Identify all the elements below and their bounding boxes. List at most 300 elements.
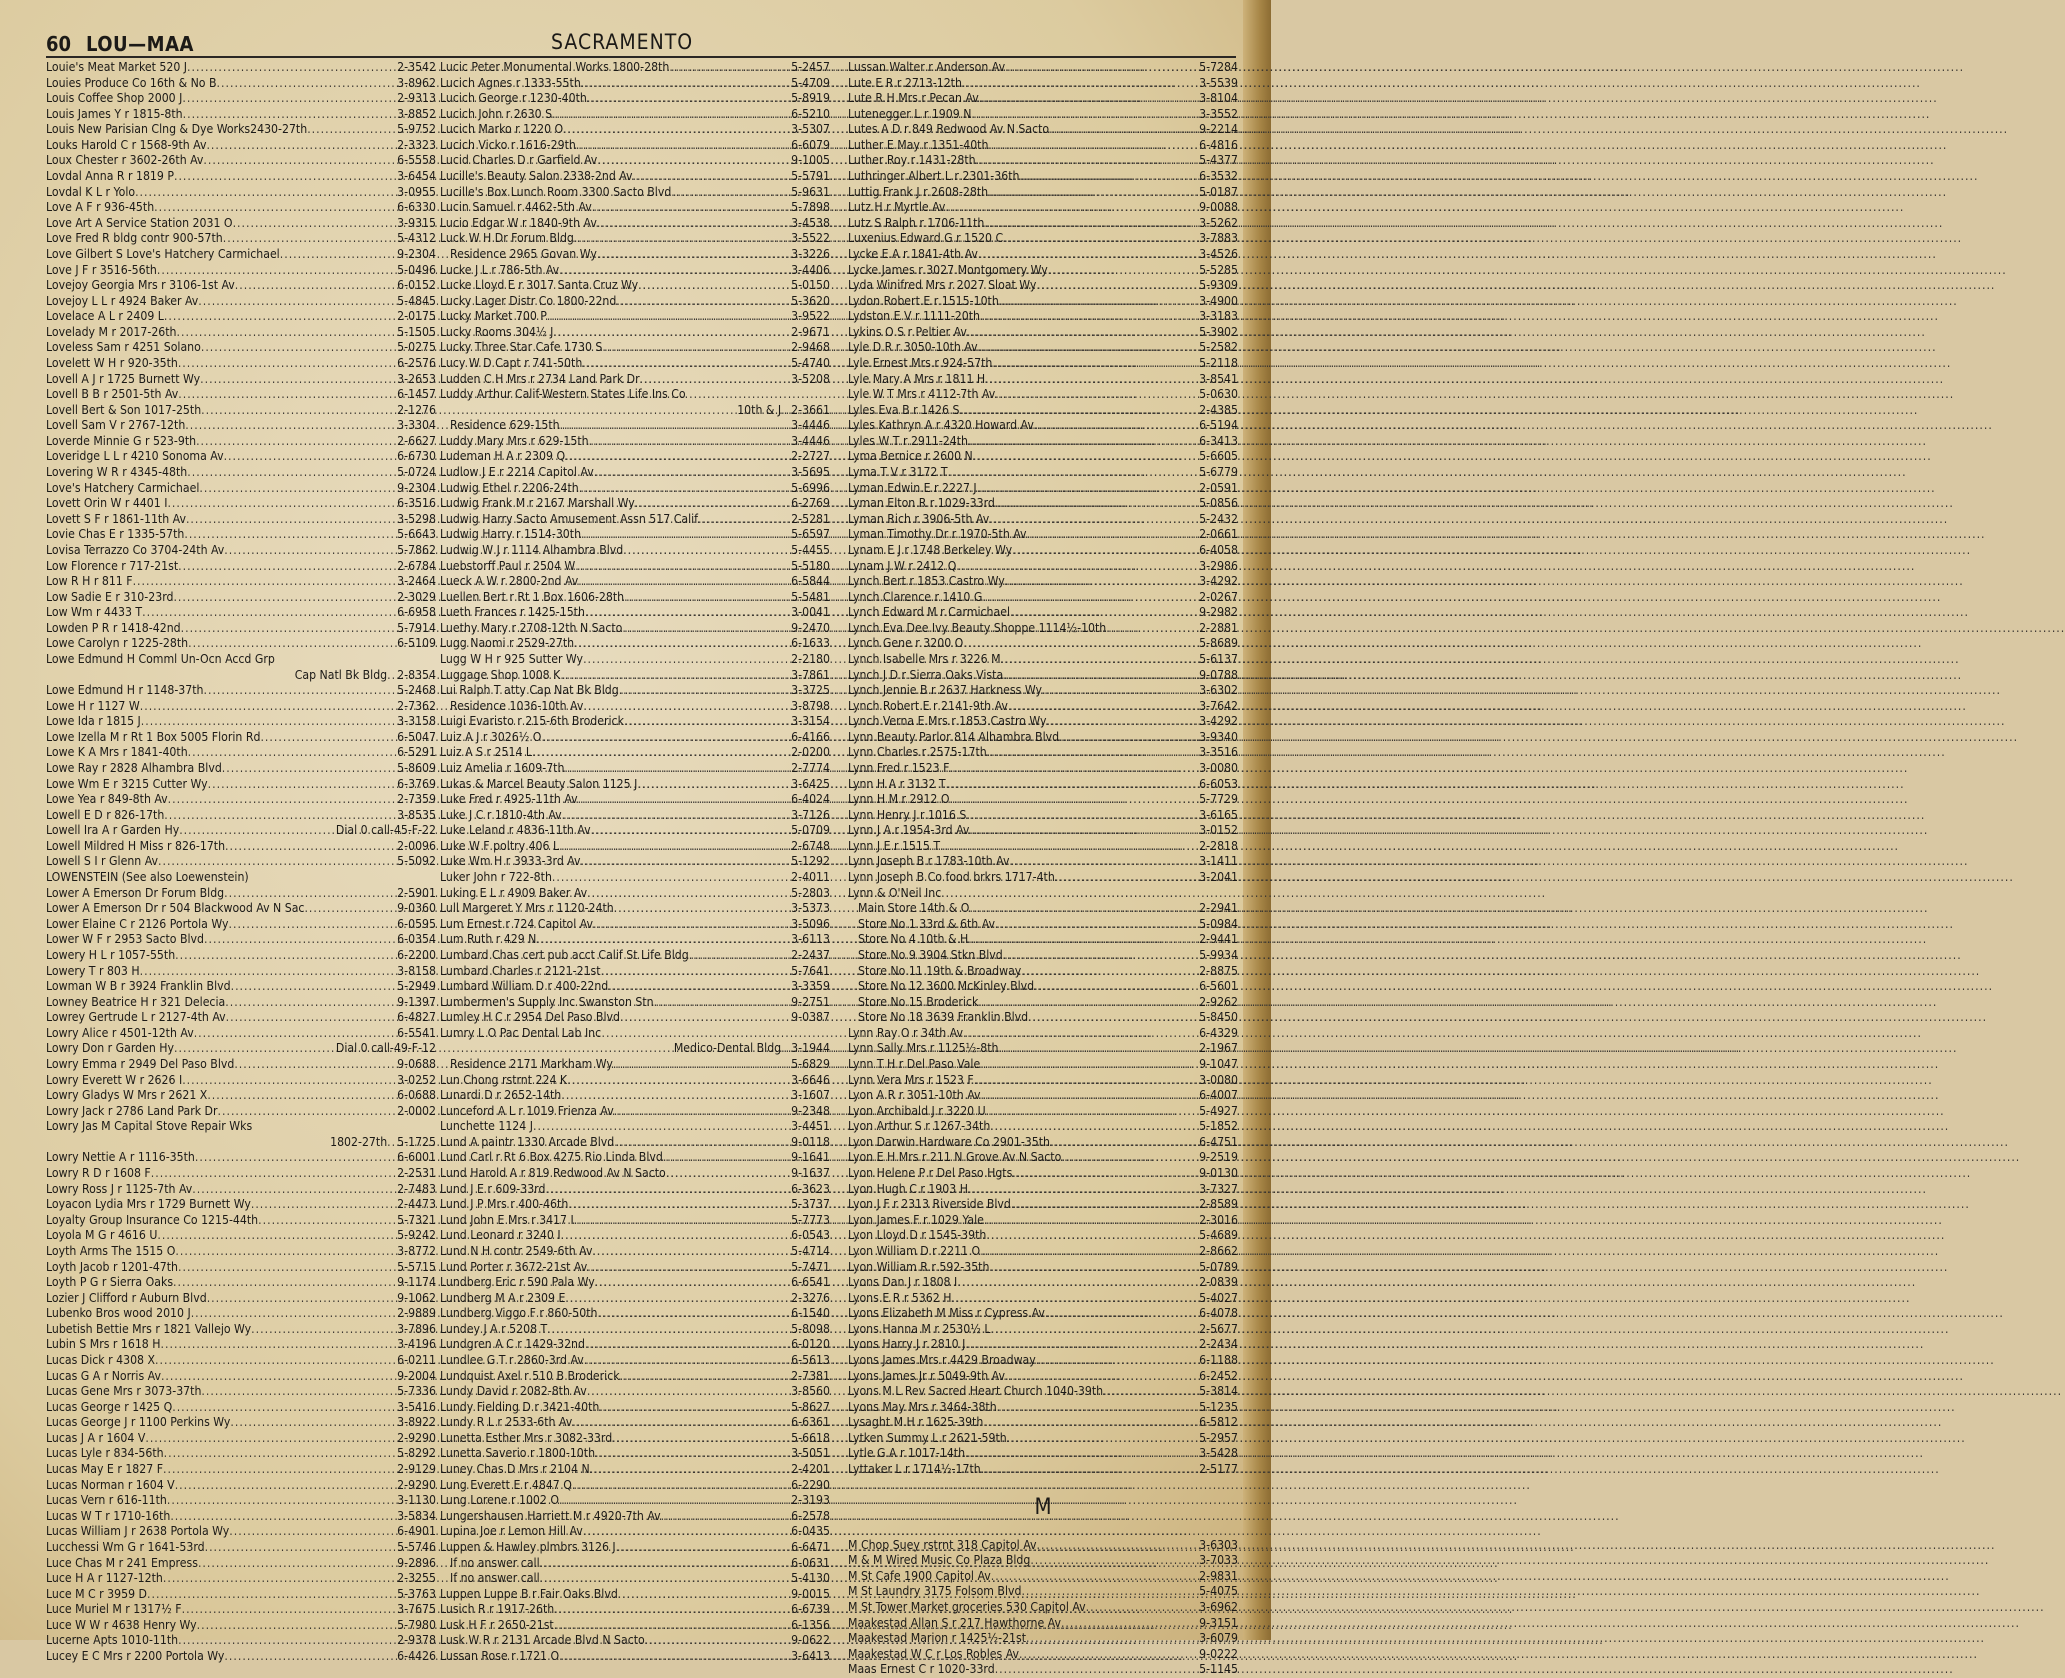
listing-name: Lucas May E r 1827 F xyxy=(46,1462,164,1477)
listing-entry xyxy=(46,777,436,793)
listing-name: Luney Chas D Mrs r 2104 N xyxy=(440,1462,590,1477)
listing-entry xyxy=(46,1462,436,1478)
phone-number: 6-5291 xyxy=(397,745,436,760)
leader-dots xyxy=(182,1073,397,1089)
listing-entry xyxy=(46,683,436,699)
leader-dots xyxy=(545,1182,791,1198)
listing-entry xyxy=(46,418,436,434)
phone-number: 3-5051 xyxy=(791,1446,830,1461)
listing-name: Louis New Parisian Clng & Dye Works2430-27th xyxy=(46,122,308,137)
leader-dots xyxy=(1019,1647,1199,1663)
phone-number: 2-6748 xyxy=(791,838,830,853)
leader-dots xyxy=(224,886,397,902)
listing-entry xyxy=(440,1322,830,1338)
leader-dots xyxy=(1034,979,1199,995)
phone-number: 3-5307 xyxy=(791,122,830,137)
leader-dots xyxy=(981,1462,1199,1478)
listing-entry xyxy=(440,668,830,684)
listing-entry xyxy=(46,605,436,621)
leader-dots xyxy=(1034,418,1199,434)
listing-entry xyxy=(848,683,1238,699)
listing-entry xyxy=(848,60,1238,76)
listing-name: Lucky Lager Distr Co 1800-22nd xyxy=(440,293,617,308)
listing-name: Loverde Minnie G r 523-9th xyxy=(46,433,197,448)
listing-entry xyxy=(440,948,830,964)
leader-dots xyxy=(1008,699,1199,715)
phone-number: 6-6079 xyxy=(791,137,830,152)
leader-dots xyxy=(1036,278,1199,294)
listing-name: M Chop Suey rstrnt 318 Capitol Av xyxy=(848,1537,1037,1552)
phone-number: 3-8541 xyxy=(1199,371,1238,386)
leader-dots xyxy=(1027,527,1200,543)
leader-dots xyxy=(980,1244,1199,1260)
phone-number: 9-2214 xyxy=(1199,122,1238,137)
phone-number: 3-4292 xyxy=(1199,714,1238,729)
listing-name: Loyalty Group Insurance Co 1215-44th xyxy=(46,1212,259,1227)
listing-name: Lowery T r 803 H xyxy=(46,963,140,978)
phone-number: 6-1188 xyxy=(1199,1352,1238,1367)
leader-dots xyxy=(204,932,397,948)
listing-name: Lucich Agnes r 1333-55th xyxy=(440,75,581,90)
leader-dots xyxy=(172,1400,397,1416)
leader-dots xyxy=(181,621,398,637)
listing-entry xyxy=(848,278,1238,294)
leader-dots xyxy=(187,60,397,76)
listing-name: Lytle G A r 1017-14th xyxy=(848,1446,966,1461)
leader-dots xyxy=(161,1337,398,1353)
listing-entry xyxy=(848,496,1238,512)
phone-number: 6-0211 xyxy=(397,1352,436,1367)
listing-entry xyxy=(440,1337,830,1353)
listing-entry xyxy=(848,917,1238,933)
listing-entry xyxy=(848,1213,1238,1229)
leader-dots xyxy=(619,683,791,699)
listing-name: Lynn Vera Mrs r 1523 F xyxy=(848,1072,974,1087)
phone-number: 2-4011 xyxy=(791,870,830,885)
phone-number: 5-7321 xyxy=(397,1212,436,1227)
listing-name: Store No 4 10th & H xyxy=(858,932,969,947)
phone-number: 6-4426 xyxy=(397,1648,436,1663)
listing-entry xyxy=(848,1600,1238,1616)
listing-entry xyxy=(848,901,1238,917)
listing-entry xyxy=(46,481,436,497)
listing-name: Lundy David r 2082-8th Av xyxy=(440,1384,587,1399)
leader-dots xyxy=(582,356,791,372)
listing-entry xyxy=(848,1057,1238,1073)
leader-dots xyxy=(645,1633,791,1649)
leader-dots xyxy=(560,668,791,684)
listing-entry xyxy=(46,449,436,465)
phone-number: 3-4538 xyxy=(791,215,830,230)
listing-name: Lucky Rooms 304½ J xyxy=(440,324,554,339)
leader-dots xyxy=(561,1228,792,1244)
listing-name: Lueth Frances r 1425-15th xyxy=(440,605,585,620)
phone-number: 5-4927 xyxy=(1199,1103,1238,1118)
leader-dots xyxy=(1086,1600,1200,1616)
phone-number: 3-3226 xyxy=(791,246,830,261)
city-name: SACRAMENTO xyxy=(551,30,694,54)
listing-name: Ludwig W J r 1114 Alhambra Blvd xyxy=(440,542,624,557)
listing-entry xyxy=(46,979,436,995)
leader-dots xyxy=(201,1384,397,1400)
listing-entry xyxy=(848,122,1238,138)
listing-name: Lucid Charles D r Garfield Av xyxy=(440,153,598,168)
listing-name: Lumbermen's Supply Inc Swanston Stn xyxy=(440,994,654,1009)
leader-dots xyxy=(1003,948,1199,964)
leader-dots xyxy=(999,294,1199,310)
phone-number: 3-4446 xyxy=(791,433,830,448)
leader-dots xyxy=(182,1602,398,1618)
listing-name: Lyda Winifred Mrs r 2027 Sloat Wy xyxy=(848,278,1037,293)
leader-dots xyxy=(307,122,397,138)
listing-name: Lyon Hugh C r 1903 H xyxy=(848,1181,968,1196)
leader-dots xyxy=(974,1073,1199,1089)
leader-dots xyxy=(151,1166,397,1182)
phone-number: 6-5109 xyxy=(397,636,436,651)
listing-entry xyxy=(440,309,830,325)
leader-dots xyxy=(980,309,1199,325)
leader-dots xyxy=(989,1260,1199,1276)
leader-dots xyxy=(161,1369,397,1385)
listing-entry xyxy=(46,1587,436,1603)
phone-number: 3-5096 xyxy=(791,916,830,931)
leader-dots xyxy=(945,200,1199,216)
leader-dots xyxy=(587,1260,791,1276)
phone-number: 6-1457 xyxy=(397,387,436,402)
listing-name: Lusich R r 1917-26th xyxy=(440,1602,555,1617)
listing-entry xyxy=(440,1649,830,1665)
leader-dots xyxy=(199,481,397,497)
leader-dots xyxy=(201,403,397,419)
listing-name: Lycke E A r 1841-4th Av xyxy=(848,246,978,261)
listing-entry xyxy=(848,185,1238,201)
phone-number: 3-7861 xyxy=(791,667,830,682)
listing-entry xyxy=(46,730,436,746)
phone-number: 3-2653 xyxy=(397,371,436,386)
listing-entry xyxy=(440,1119,830,1135)
phone-number: 5-2582 xyxy=(1199,340,1238,355)
phone-number: 2-9671 xyxy=(791,324,830,339)
leader-dots xyxy=(967,325,1199,341)
phone-number: 9-2519 xyxy=(1199,1150,1238,1165)
listing-entry xyxy=(848,870,1238,886)
leader-dots xyxy=(1011,1197,1199,1213)
listing-entry xyxy=(848,1275,1238,1291)
listing-name: Lowry Jack r 2786 Land Park Dr xyxy=(46,1103,218,1118)
phone-number: 9-0788 xyxy=(1199,667,1238,682)
phone-number: 2-2727 xyxy=(791,449,830,464)
listing-entry xyxy=(440,153,830,169)
listing-entry xyxy=(440,1384,830,1400)
listing-entry xyxy=(440,169,830,185)
phone-number: 6-2290 xyxy=(791,1477,830,1492)
listing-entry xyxy=(848,1073,1238,1089)
leader-dots xyxy=(563,122,791,138)
phone-number: 5-8627 xyxy=(791,1399,830,1414)
listing-entry xyxy=(848,1197,1238,1213)
listing-name: Lum Ernest r 724 Capitol Av xyxy=(440,916,593,931)
listing-entry xyxy=(440,60,830,76)
listing-name: Lowe K A Mrs r 1841-40th xyxy=(46,745,188,760)
listing-name: Lundquist Axel r 510 B Broderick xyxy=(440,1368,620,1383)
listing-entry xyxy=(848,1228,1238,1244)
listing-entry xyxy=(46,1478,436,1494)
listing-entry xyxy=(440,185,830,201)
leader-dots xyxy=(206,138,397,154)
phone-number: 5-9934 xyxy=(1199,947,1238,962)
listing-entry xyxy=(848,839,1238,855)
leader-dots xyxy=(969,901,1199,917)
listing-name: Loveless Sam r 4251 Solano xyxy=(46,340,201,355)
listing-name: Ludlow J E r 2214 Capitol Av xyxy=(440,465,594,480)
leader-dots xyxy=(585,1337,791,1353)
leader-dots xyxy=(602,340,791,356)
listing-name: Lundey J A r 5208 T xyxy=(440,1321,548,1336)
listing-name: Lumbard Chas cert pub acct Calif St Life Bldg xyxy=(440,947,689,962)
listing-entry xyxy=(848,792,1238,808)
listing-name: Lovett Orin W r 4401 I xyxy=(46,496,168,511)
leader-dots xyxy=(560,418,792,434)
phone-number: 3-7896 xyxy=(397,1321,436,1336)
listing-entry xyxy=(46,1649,436,1665)
listing-name: Loyth P G r Sierra Oaks xyxy=(46,1275,174,1290)
leader-dots xyxy=(578,574,791,590)
listing-name: Lusk H F r 2650-21st xyxy=(440,1617,554,1632)
listing-name: Lung Everett E r 4847 Q xyxy=(440,1477,572,1492)
phone-number: 2-8354 xyxy=(397,667,436,682)
leader-dots xyxy=(228,917,397,933)
listing-name: Lynn J A r 1954-3rd Av xyxy=(848,823,970,838)
leader-dots xyxy=(963,636,1199,652)
listing-name: Lykins O S r Peltier Av xyxy=(848,324,967,339)
listing-entry xyxy=(440,683,830,699)
listing-entry xyxy=(46,917,436,933)
listing-entry xyxy=(46,387,436,403)
listing-name: Luttig Frank J r 2608-28th xyxy=(848,184,989,199)
leader-dots xyxy=(950,792,1200,808)
leader-dots xyxy=(251,1197,397,1213)
listing-entry xyxy=(46,1524,436,1540)
listing-name: Low R H r 811 F xyxy=(46,574,133,589)
listing-name: Lundberg Viggo F r 860-50th xyxy=(440,1306,598,1321)
listing-entry xyxy=(46,107,436,123)
phone-number: 9-0088 xyxy=(1199,200,1238,215)
listing-entry xyxy=(46,1057,436,1073)
listing-entry xyxy=(848,512,1238,528)
phone-number: 3-3304 xyxy=(397,418,436,433)
phone-number: 5-8609 xyxy=(397,761,436,776)
leader-dots xyxy=(1005,1369,1199,1385)
leader-dots xyxy=(998,1041,1199,1057)
leader-dots xyxy=(579,481,791,497)
leader-dots xyxy=(186,512,397,528)
listing-entry xyxy=(440,122,830,138)
phone-number: 5-4027 xyxy=(1199,1290,1238,1305)
listing-name: Lydston E V r 1111-20th xyxy=(848,309,981,324)
phone-number: 6-6361 xyxy=(791,1415,830,1430)
listing-entry xyxy=(440,200,830,216)
listing-entry xyxy=(440,1478,830,1494)
phone-number: 3-8922 xyxy=(397,1415,436,1430)
listing-name: 10th & J xyxy=(737,402,782,417)
listing-entry xyxy=(440,91,830,107)
listing-entry xyxy=(46,543,436,559)
phone-number: 6-0120 xyxy=(791,1337,830,1352)
listing-entry xyxy=(848,1026,1238,1042)
listing-entry xyxy=(46,1275,436,1291)
leader-dots xyxy=(583,699,791,715)
leader-dots xyxy=(989,512,1199,528)
phone-number: 5-0984 xyxy=(1199,916,1238,931)
phone-number: 2-9468 xyxy=(791,340,830,355)
phone-number: 3-6079 xyxy=(1199,1631,1238,1646)
listing-name: Luke Fred r 4925-11th Av xyxy=(440,792,578,807)
phone-number: 9-2982 xyxy=(1199,605,1238,620)
listing-name: Louis Coffee Shop 2000 J xyxy=(46,91,183,106)
leader-dots xyxy=(567,1073,791,1089)
listing-name: Lowrey Gertrude L r 2127-4th Av xyxy=(46,1010,226,1025)
listing-name: Lutenegger L r 1909 N xyxy=(848,106,972,121)
leader-dots xyxy=(192,1182,397,1198)
listing-entry xyxy=(440,1446,830,1462)
phone-number: 5-0150 xyxy=(791,278,830,293)
phone-number: 2-2434 xyxy=(1199,1337,1238,1352)
leader-dots xyxy=(251,1322,397,1338)
phone-number: 3-9522 xyxy=(791,309,830,324)
leader-dots xyxy=(585,605,791,621)
phone-number: 5-5791 xyxy=(791,169,830,184)
leader-dots xyxy=(614,1104,791,1120)
listing-name: Lowry Don r Garden Hy xyxy=(46,1041,174,1056)
listing-entry xyxy=(440,1556,830,1572)
leader-dots xyxy=(985,372,1199,388)
listing-entry xyxy=(440,1587,830,1603)
listing-name: Lute R H Mrs r Pecan Av xyxy=(848,91,979,106)
listing-name: Lowe Carolyn r 1225-28th xyxy=(46,636,189,651)
listing-entry xyxy=(46,512,436,528)
listing-entry xyxy=(440,714,830,730)
listing-name: 1802-27th xyxy=(330,1134,388,1149)
listing-name: Lynch Edward M r Carmichael xyxy=(848,605,1011,620)
phone-number: 3-5373 xyxy=(791,901,830,916)
leader-dots xyxy=(226,1010,398,1026)
leader-dots xyxy=(541,730,791,746)
phone-number: 5-8450 xyxy=(1199,1010,1238,1025)
listing-entry xyxy=(46,1337,436,1353)
phone-number: 3-0152 xyxy=(1199,823,1238,838)
listing-entry xyxy=(46,465,436,481)
listing-name: Lyle W T Mrs r 4112-7th Av xyxy=(848,387,996,402)
listing-entry xyxy=(46,636,436,652)
leader-dots xyxy=(576,138,791,154)
leader-dots xyxy=(175,1244,397,1260)
phone-number: 3-0955 xyxy=(397,184,436,199)
listing-entry xyxy=(440,1104,830,1120)
phone-number: 2-0267 xyxy=(1199,589,1238,604)
listing-entry xyxy=(440,1275,830,1291)
phone-number: 6-3769 xyxy=(397,776,436,791)
listing-entry xyxy=(46,1633,436,1649)
listing-entry xyxy=(46,200,436,216)
leader-dots xyxy=(175,948,397,964)
phone-number: 3-4292 xyxy=(1199,574,1238,589)
listing-name: Lui Ralph T atty Cap Nat Bk Bldg xyxy=(440,683,619,698)
listing-entry xyxy=(46,1244,436,1260)
phone-number: 2-3029 xyxy=(397,589,436,604)
leader-dots xyxy=(1045,1306,1199,1322)
leader-dots xyxy=(959,403,1199,419)
leader-dots xyxy=(669,60,791,76)
listing-name: Lyma Bernice r 2600 N xyxy=(848,449,973,464)
leader-dots xyxy=(988,138,1199,154)
listing-entry xyxy=(440,1088,830,1104)
listing-entry xyxy=(848,107,1238,123)
listing-entry xyxy=(46,1322,436,1338)
phone-number: 9-1641 xyxy=(791,1150,830,1165)
listing-name: Low Florence r 717-21st xyxy=(46,558,179,573)
listing-name: Luellen Bert r Rt 1 Box 1606-28th xyxy=(440,589,625,604)
leader-dots xyxy=(574,231,791,247)
leader-dots xyxy=(178,559,397,575)
listing-entry xyxy=(46,1026,436,1042)
phone-number: 6-5812 xyxy=(1199,1415,1238,1430)
phone-number: 2-0002 xyxy=(397,1103,436,1118)
listing-name: Lugg W H r 925 Sutter Wy xyxy=(440,651,584,666)
leader-dots xyxy=(568,1197,791,1213)
leader-dots xyxy=(966,808,1199,824)
phone-number: 3-5539 xyxy=(1199,75,1238,90)
leader-dots xyxy=(622,621,791,637)
listing-name: Louie's Meat Market 520 J xyxy=(46,60,188,74)
listing-entry xyxy=(440,870,830,886)
phone-number: 5-2468 xyxy=(397,683,436,698)
phone-number: 5-8919 xyxy=(791,91,830,106)
listing-name: Lucas Dick r 4308 X xyxy=(46,1352,156,1367)
leader-dots xyxy=(1009,854,1199,870)
phone-number: 6-2578 xyxy=(791,1508,830,1523)
leader-dots xyxy=(584,1353,791,1369)
leader-dots xyxy=(235,278,397,294)
listing-name: Lyon Darwin Hardware Co 2901-35th xyxy=(848,1134,1050,1149)
listing-entry xyxy=(848,1244,1238,1260)
leader-dots xyxy=(167,496,397,512)
listing-name: Luxenius Edward G r 1520 C xyxy=(848,231,1004,246)
listing-entry xyxy=(848,418,1238,434)
listing-entry xyxy=(46,60,436,76)
listing-name: Lucas Lyle r 834-56th xyxy=(46,1446,164,1461)
listing-entry xyxy=(440,1462,830,1478)
phone-number: 6-5558 xyxy=(397,153,436,168)
leader-dots xyxy=(532,745,791,761)
listing-entry xyxy=(440,1571,830,1587)
listing-entry xyxy=(440,1073,830,1089)
listing-name: Lucey E C Mrs r 2200 Portola Wy xyxy=(46,1648,225,1663)
listing-entry xyxy=(440,730,830,746)
leader-dots xyxy=(231,979,398,995)
phone-number: 3-6454 xyxy=(397,169,436,184)
phone-number: 3-5522 xyxy=(791,231,830,246)
listing-name: Lyon Arthur S r 1267-34th xyxy=(848,1119,991,1134)
leader-dots xyxy=(1021,964,1199,980)
leader-dots xyxy=(620,1010,791,1026)
leader-dots xyxy=(578,792,792,808)
listing-entry xyxy=(46,1509,436,1525)
listing-entry xyxy=(440,995,830,1011)
phone-number: 9-1047 xyxy=(1199,1057,1238,1071)
listing-entry xyxy=(46,1182,436,1198)
phone-number: 3-3154 xyxy=(791,714,830,729)
listing-entry xyxy=(46,1602,436,1618)
